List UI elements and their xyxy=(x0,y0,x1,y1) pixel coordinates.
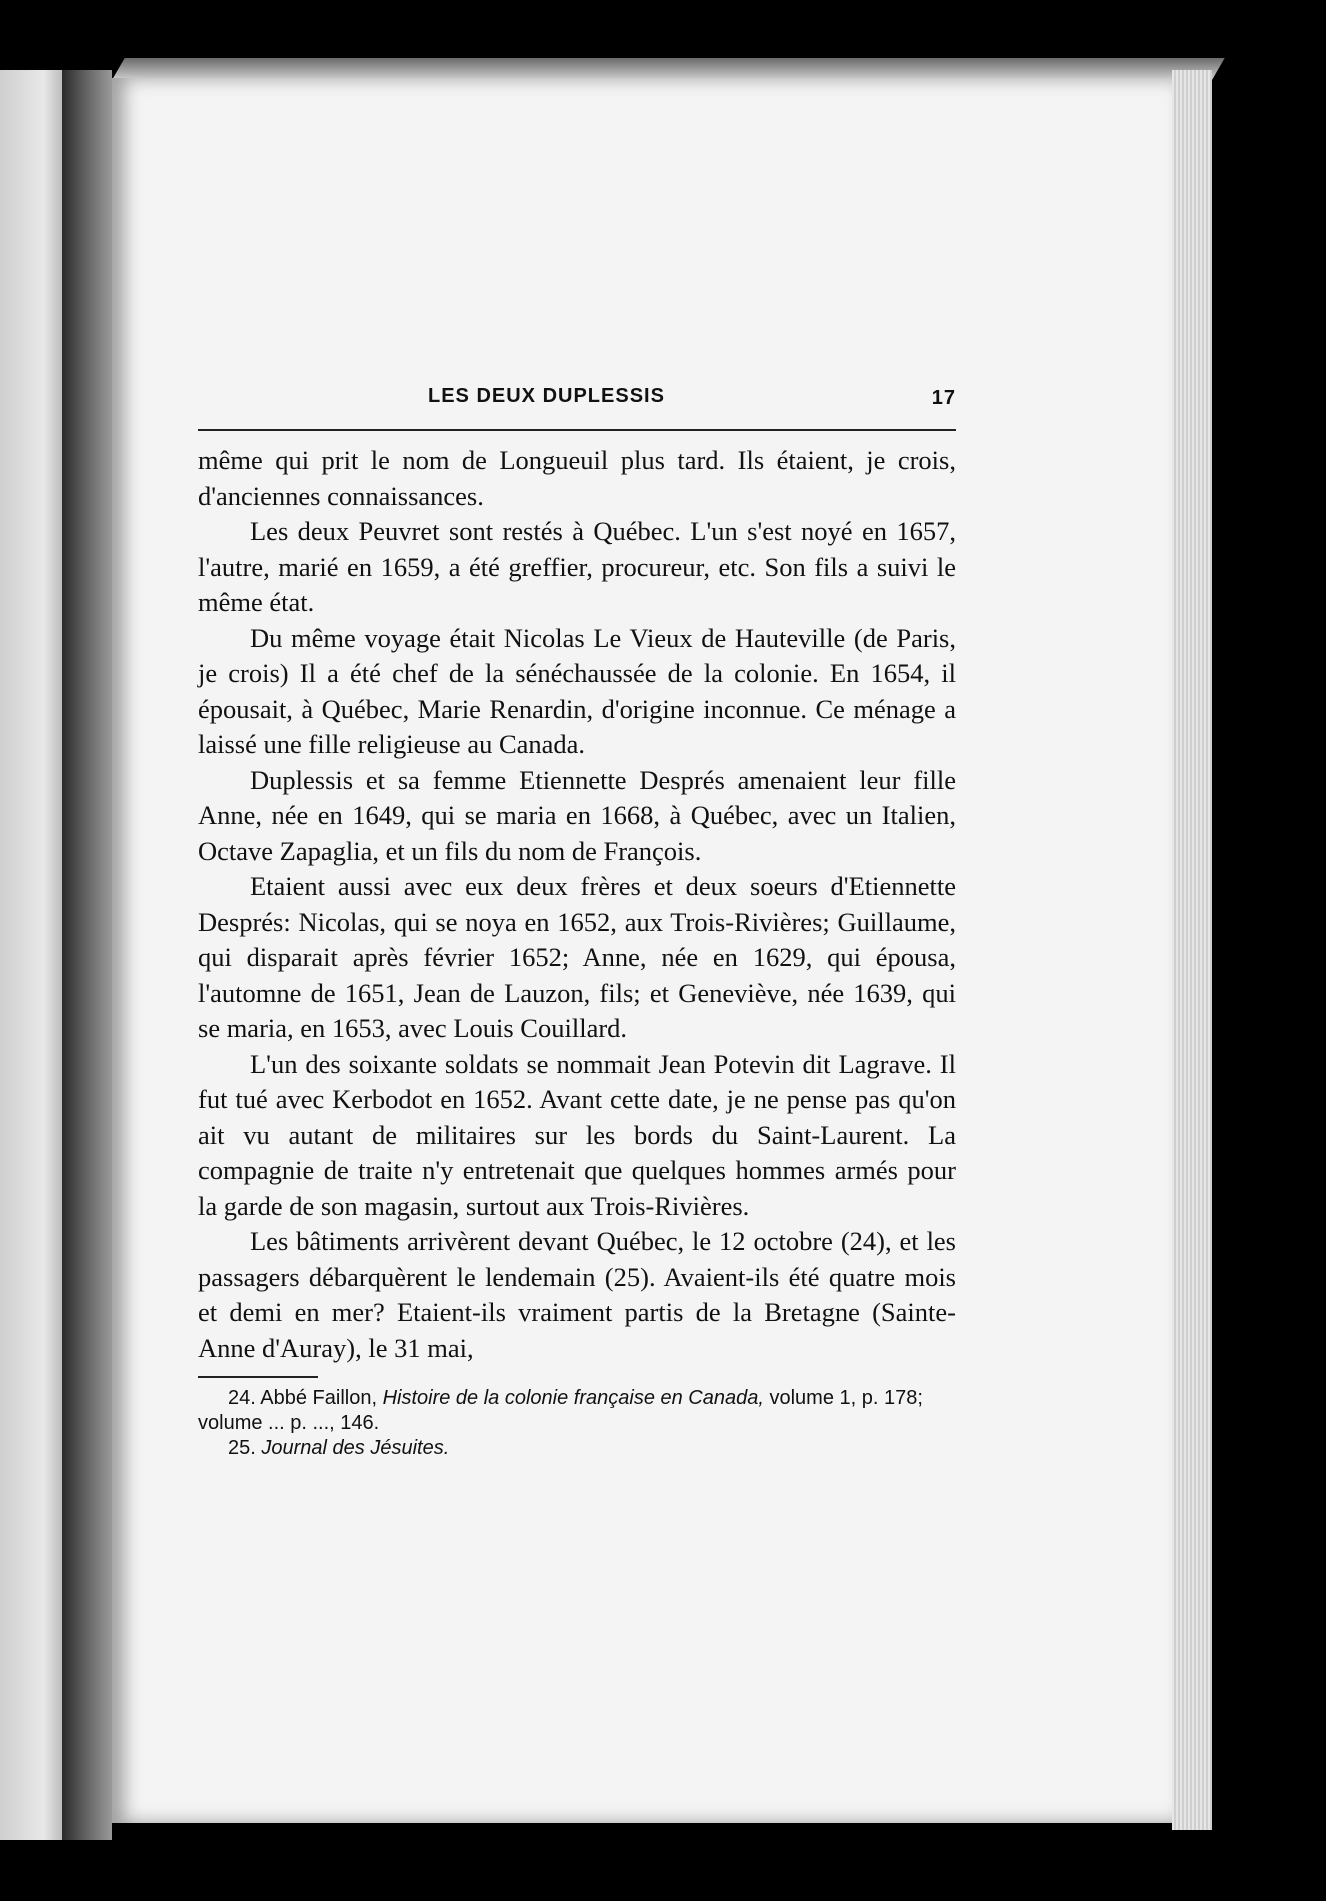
footnote-25 xyxy=(198,1436,956,1461)
page-content xyxy=(198,385,956,1461)
facing-page-edge xyxy=(0,70,62,1840)
paragraph: Les bâtiments arrivèrent devant Québec, le 12 octobre (24), et les passagers débarquèrent le lendemain (25). Avaient-ils été quatre mois et demi en mer? Etaient-ils vraiment partis de la Bretagne (Sainte-Anne d'Auray), le 31 mai, xyxy=(198,1226,956,1363)
running-header xyxy=(198,385,956,421)
paragraph: Les deux Peuvret sont restés à Québec. L'un s'est noyé en 1657, l'autre, marié en 1659, a été greffier, procureur, etc. Son fils a suivi le même état. xyxy=(198,516,956,617)
body-text xyxy=(198,443,956,1366)
book-gutter xyxy=(62,70,112,1840)
running-title: LES DEUX DUPLESSIS xyxy=(428,385,665,407)
footnote-author: Abbé Faillon, xyxy=(260,1386,378,1409)
footnotes xyxy=(198,1386,956,1461)
page-stack-top xyxy=(112,58,1225,80)
footnote-rule xyxy=(198,1376,318,1378)
footnote-number: 25. xyxy=(228,1436,256,1459)
footnote-24 xyxy=(198,1386,956,1436)
paragraph: même qui prit le nom de Longueuil plus tard. Ils étaient, je crois, d'anciennes connaissances. xyxy=(198,445,956,511)
paragraph: Etaient aussi avec eux deux frères et deux soeurs d'Etiennette Després: Nicolas, qui se noya en 1652, aux Trois-Rivières; Guillaume, qui disparait après février 1652; Anne, née en 1629, qui épousa, l'automne de 1651, Jean de Lauzon, fils; et Geneviève, née 1639, qui se maria, en 1653, avec Louis Couillard. xyxy=(198,871,956,1043)
footnote-number: 24. xyxy=(228,1386,256,1409)
footnote-rest: volume 1, p. 178; volume ... p. ..., 146. xyxy=(198,1386,923,1434)
paragraph: L'un des soixante soldats se nommait Jean Potevin dit Lagrave. Il fut tué avec Kerbodot en 1652. Avant cette date, je ne pense pas qu'on ait vu autant de militaires sur les bords du Saint-Laurent. La compagnie de traite n'y entretenait que quelques hommes armés pour la garde de son magasin, surtout aux Trois-Rivières. xyxy=(198,1048,956,1221)
page-stack-edges xyxy=(1172,70,1212,1830)
page-number: 17 xyxy=(931,387,956,409)
paragraph: Duplessis et sa femme Etiennette Després amenaient leur fille Anne, née en 1649, qui se maria en 1668, à Québec, avec un Italien, Octave Zapaglia, et un fils du nom de François. xyxy=(198,764,956,866)
paragraph: Du même voyage était Nicolas Le Vieux de Hauteville (de Paris, je crois) Il a été chef de la sénéchaussée de la colonie. En 1654, il épousait, à Québec, Marie Renardin, d'origine inconnue. Ce ménage a laissé une fille religieuse au Canada. xyxy=(198,622,956,759)
header-rule xyxy=(198,429,956,431)
footnote-title: Histoire de la colonie française en Canada, xyxy=(382,1386,764,1409)
footnote-title: Journal des Jésuites. xyxy=(261,1436,450,1459)
